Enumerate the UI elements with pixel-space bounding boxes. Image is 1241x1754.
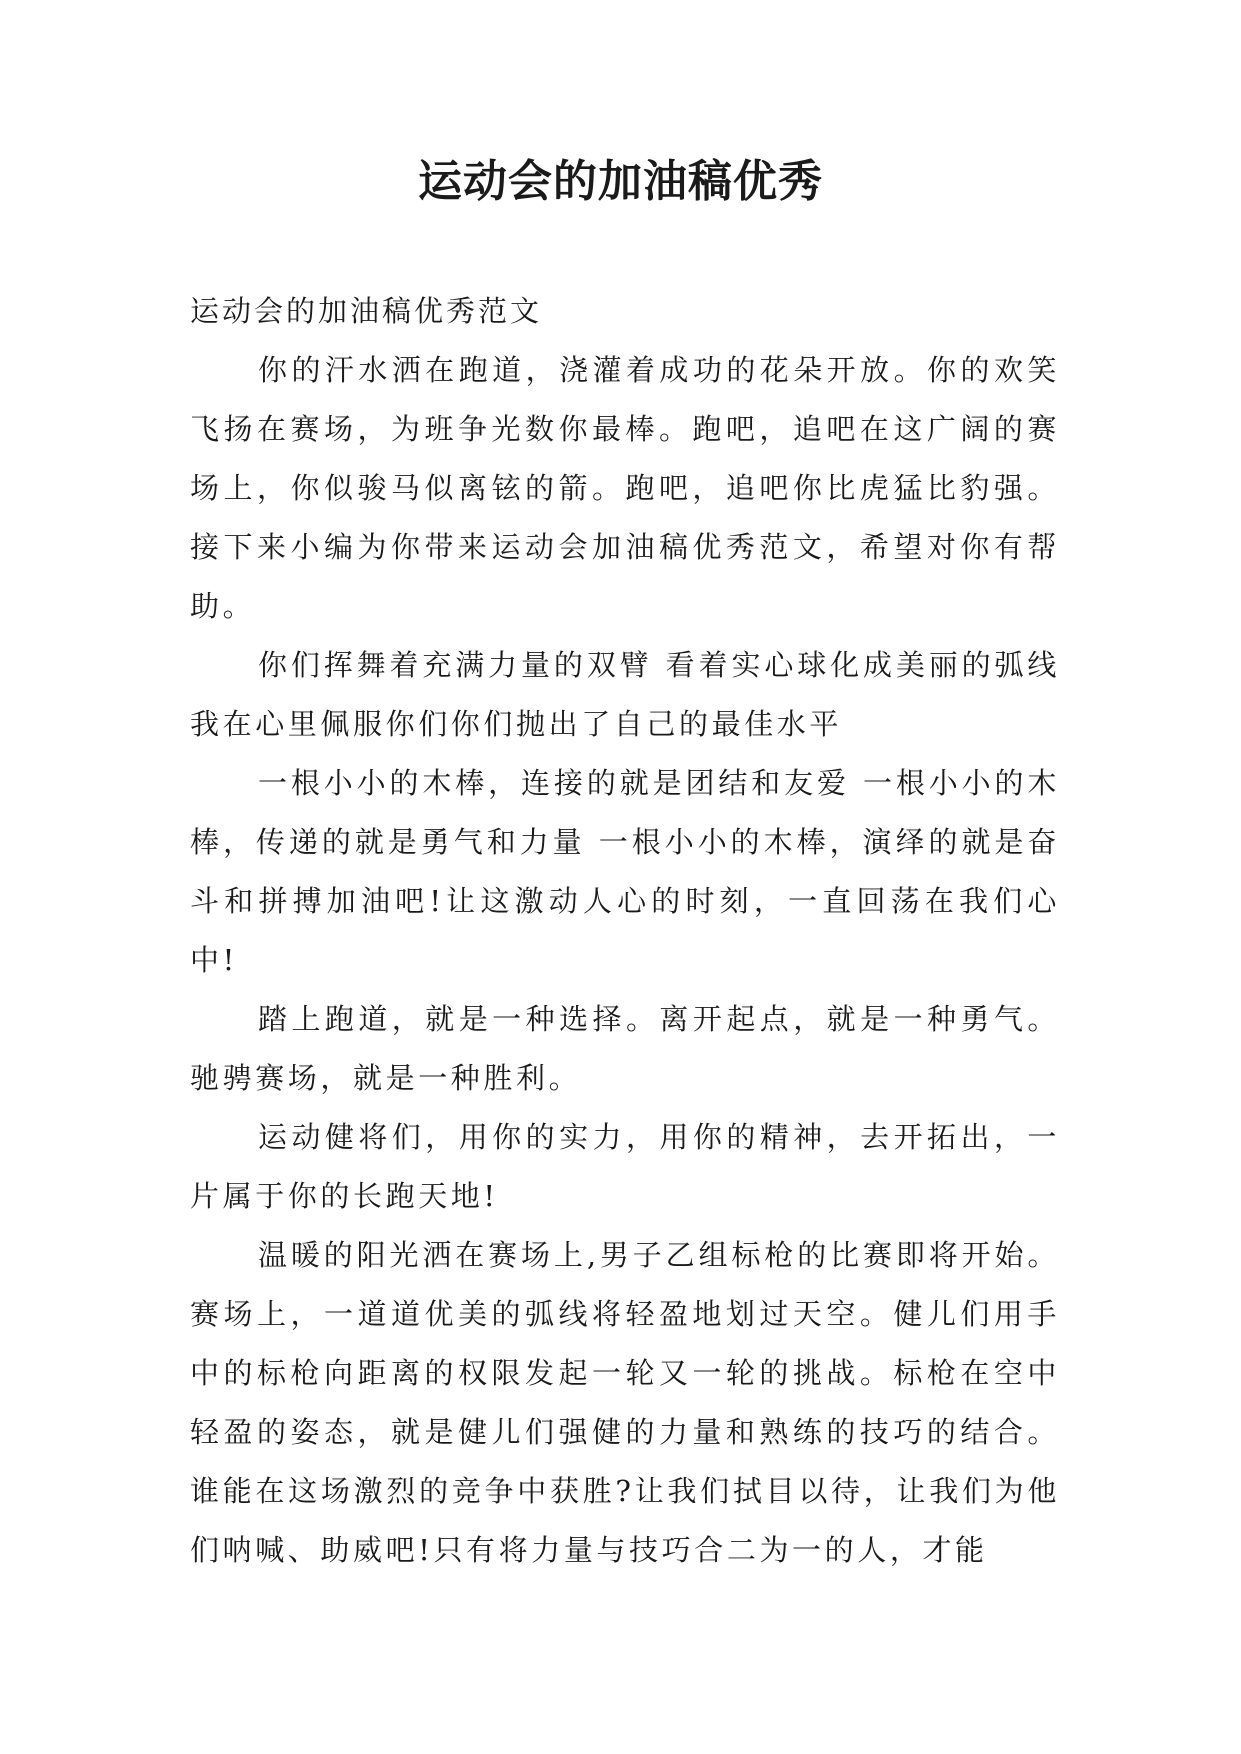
paragraph-2: 你们挥舞着充满力量的双臂 看着实心球化成美丽的弧线 我在心里佩服你们你们抛出了自己的最佳水平 bbox=[190, 648, 1060, 741]
paragraph-1: 你的汗水洒在跑道，浇灌着成功的花朵开放。你的欢笑飞扬在赛场，为班争光数你最棒。跑吧，追吧在这广阔的赛场上，你似骏马似离铉的箭。跑吧，追吧你比虎猛比豹强。接下来小编为你带来运动会加油稿优秀范文，希望对你有帮助。 bbox=[190, 353, 1060, 623]
paragraph-3: 一根小小的木棒，连接的就是团结和友爱 一根小小的木棒，传递的就是勇气和力量 一根小小的木棒，演绎的就是奋斗和拼搏加油吧!让这激动人心的时刻，一直回荡在我们心中! bbox=[190, 766, 1060, 977]
paragraph-5: 运动健将们，用你的实力，用你的精神，去开拓出，一片属于你的长跑天地! bbox=[190, 1120, 1060, 1213]
paragraph-6: 温暖的阳光洒在赛场上,男子乙组标枪的比赛即将开始。赛场上，一道道优美的弧线将轻盈地划过天空。健儿们用手中的标枪向距离的权限发起一轮又一轮的挑战。标枪在空中轻盈的姿态，就是健儿们强健的力量和熟练的技巧的结合。谁能在这场激烈的竞争中获胜?让我们拭目以待，让我们为他们呐喊、助威吧!只有将力量与技巧合二为一的人，才能 bbox=[190, 1238, 1060, 1567]
document-subtitle: 运动会的加油稿优秀范文 bbox=[190, 294, 543, 328]
document-body bbox=[190, 282, 1060, 1580]
paragraph-4: 踏上跑道，就是一种选择。离开起点，就是一种勇气。驰骋赛场，就是一种胜利。 bbox=[190, 1002, 1060, 1095]
document-title: 运动会的加油稿优秀 bbox=[418, 156, 823, 207]
